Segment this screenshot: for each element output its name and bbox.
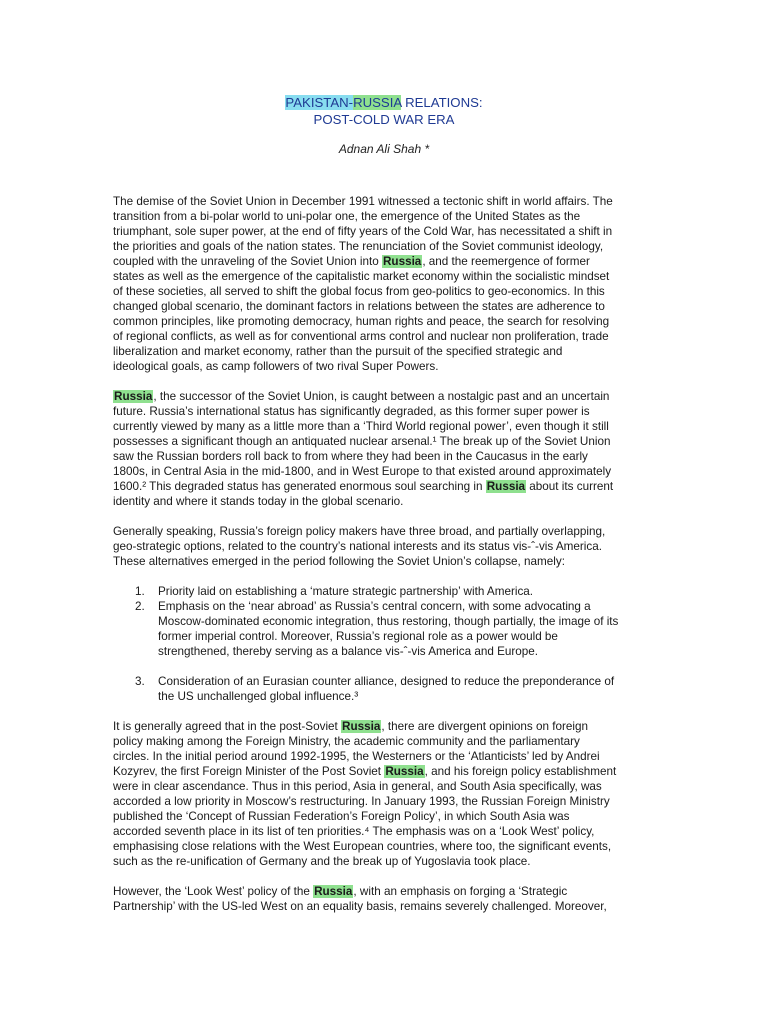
text-segment: coupled with the unraveling of the Soviet Union into — [113, 255, 382, 268]
text-line: geo-strategic options, related to the country’s national interests and its status vis-ˆ-vis America. — [113, 540, 602, 553]
title-highlight-pakistan: PAKISTAN- — [285, 95, 354, 110]
text-segment: , and his foreign policy establishment — [424, 765, 617, 778]
text-line: saw the Russian borders roll back to from where they had been in the Caucasus in the early — [113, 450, 588, 463]
text-line: states as well as the emergence of the capitalistic market economy within the socialistic mindset — [113, 270, 610, 283]
document-body — [113, 194, 658, 929]
text-line: 1800s, in Central Asia in the mid-1800, and in West Europe to that existed around approximately — [113, 465, 612, 478]
text-line: ideological goals, as camp followers of two rival Super Powers. — [113, 360, 439, 373]
text-line: Priority laid on establishing a ‘mature strategic partnership’ with America. — [158, 585, 534, 598]
text-line: the priorities and goals of the nation states. The renunciation of the Soviet communist ideology, — [113, 240, 604, 253]
text-line: Emphasis on the ‘near abroad’ as Russia’s central concern, with some advocating a — [158, 600, 591, 613]
text-segment: , with an emphasis on forging a ‘Strategic — [353, 885, 568, 898]
text-segment: Kozyrev, the first Foreign Minister of the Post Soviet — [113, 765, 385, 778]
document-title — [0, 94, 768, 128]
author-name: Adnan Ali Shah * — [338, 142, 430, 156]
highlight-russia: Russia — [342, 720, 381, 733]
text-line — [113, 389, 658, 404]
spacer — [113, 704, 658, 719]
list-number: 3. — [135, 675, 145, 688]
text-line: such as the re-unification of Germany and the break up of Yugoslavia took place. — [113, 855, 531, 868]
highlight-russia: Russia — [385, 765, 424, 778]
text-line: Generally speaking, Russia’s foreign policy makers have three broad, and partially overlapping, — [113, 525, 606, 538]
text-line: the US unchallenged global influence.³ — [158, 690, 359, 703]
text-line: of these societies, all served to shift the global focus from geo-politics to geo-economics. In this — [113, 285, 605, 298]
text-line: currently viewed by many as a little more than a ‘Third World regional power’, even though it still — [113, 420, 609, 433]
text-line: were in clear ascendance. Thus in this period, Asia in general, and South Asia specifically, was — [113, 780, 602, 793]
text-line: changed global scenario, the dominant factors in relations between the states are adherence to — [113, 300, 605, 313]
text-line: transition from a bi-polar world to uni-polar one, the emergence of the United States as the — [113, 210, 581, 223]
text-line: of regional conflicts, as well as for conventional arms control and nuclear non proliferation, trade — [113, 330, 609, 343]
text-line: The demise of the Soviet Union in December 1991 witnessed a tectonic shift in world affairs. The — [113, 195, 613, 208]
text-line: emphasising close relations with the West European countries, where too, the significant events, — [113, 840, 612, 853]
text-line — [113, 479, 658, 494]
text-line: policy making among the Foreign Ministry, the academic community and the parliamentary — [113, 735, 580, 748]
text-segment: However, the ‘Look West’ policy of the — [113, 885, 314, 898]
text-line — [113, 764, 658, 779]
text-line: published the ‘Concept of Russian Federation’s Foreign Policy’, in which South Asia was — [113, 810, 570, 823]
paragraph-1 — [113, 194, 658, 374]
text-line: accorded seventh place in its list of ten priorities.⁴ The emphasis was on a ‘Look West’ policy, — [113, 825, 595, 838]
highlight-russia: Russia — [382, 255, 422, 268]
highlight-russia: Russia — [314, 885, 353, 898]
text-line: future. Russia’s international status has significantly degraded, as this former super power is — [113, 405, 590, 418]
text-segment: , and the reemergence of former — [422, 255, 590, 268]
paragraph-5 — [113, 884, 658, 914]
list-item — [113, 674, 658, 704]
text-line: liberalization and market economy, rather than the pursuit of the specified strategic and — [113, 345, 563, 358]
paragraph-2 — [113, 389, 658, 509]
title-line-2: POST-COLD WAR ERA — [313, 112, 455, 127]
list-item — [113, 584, 658, 599]
text-line: former imperial control. Moreover, Russia’s regional role as a power would be — [158, 630, 558, 643]
text-line: accorded a low priority in Moscow’s restructuring. In January 1993, the Russian Foreign Ministry — [113, 795, 610, 808]
options-list — [113, 584, 658, 704]
text-segment: It is generally agreed that in the post-Soviet — [113, 720, 342, 733]
text-line: triumphant, sole super power, at the end of fifty years of the Cold War, has necessitated a shift in — [113, 225, 613, 238]
text-segment: 1600.² This degraded status has generated enormous soul searching in — [113, 480, 486, 493]
text-line: Consideration of an Eurasian counter alliance, designed to reduce the preponderance of — [158, 675, 615, 688]
text-line: strengthened, thereby serving as a balance vis-ˆ-vis America and Europe. — [158, 645, 539, 658]
text-line: Moscow-dominated economic integration, thus restoring, though partially, the image of its — [158, 615, 619, 628]
text-line: identity and where it stands today in the global scenario. — [113, 495, 404, 508]
text-line: Partnership’ with the US-led West on an equality basis, remains severely challenged. Moreover, — [113, 900, 607, 913]
text-line: circles. In the initial period around 1992-1995, the Westerners or the ‘Atlanticists’ led by Andrei — [113, 750, 600, 763]
list-number: 2. — [135, 600, 145, 613]
list-item — [113, 599, 658, 659]
list-number: 1. — [135, 585, 145, 598]
text-line — [113, 884, 658, 899]
paragraph-4 — [113, 719, 658, 869]
title-line-1 — [0, 94, 768, 111]
text-line: These alternatives emerged in the period following the Soviet Union’s collapse, namely: — [113, 555, 565, 568]
text-segment: , the successor of the Soviet Union, is caught between a nostalgic past and an uncertain — [153, 390, 610, 403]
text-line: common principles, like promoting democracy, human rights and peace, the search for resolving — [113, 315, 610, 328]
highlight-russia: Russia — [114, 390, 153, 403]
text-segment: , there are divergent opinions on foreign — [381, 720, 588, 733]
text-segment: about its current — [526, 480, 614, 493]
text-line — [113, 719, 658, 734]
title-relations: RELATIONS: — [401, 95, 483, 110]
text-line — [113, 254, 658, 269]
paragraph-3 — [113, 524, 658, 569]
text-line: possesses a significant though an antiquated nuclear arsenal.¹ The break up of the Soviet Union — [113, 435, 611, 448]
highlight-russia: Russia — [486, 480, 526, 493]
title-highlight-russia: RUSSIA — [353, 95, 402, 110]
